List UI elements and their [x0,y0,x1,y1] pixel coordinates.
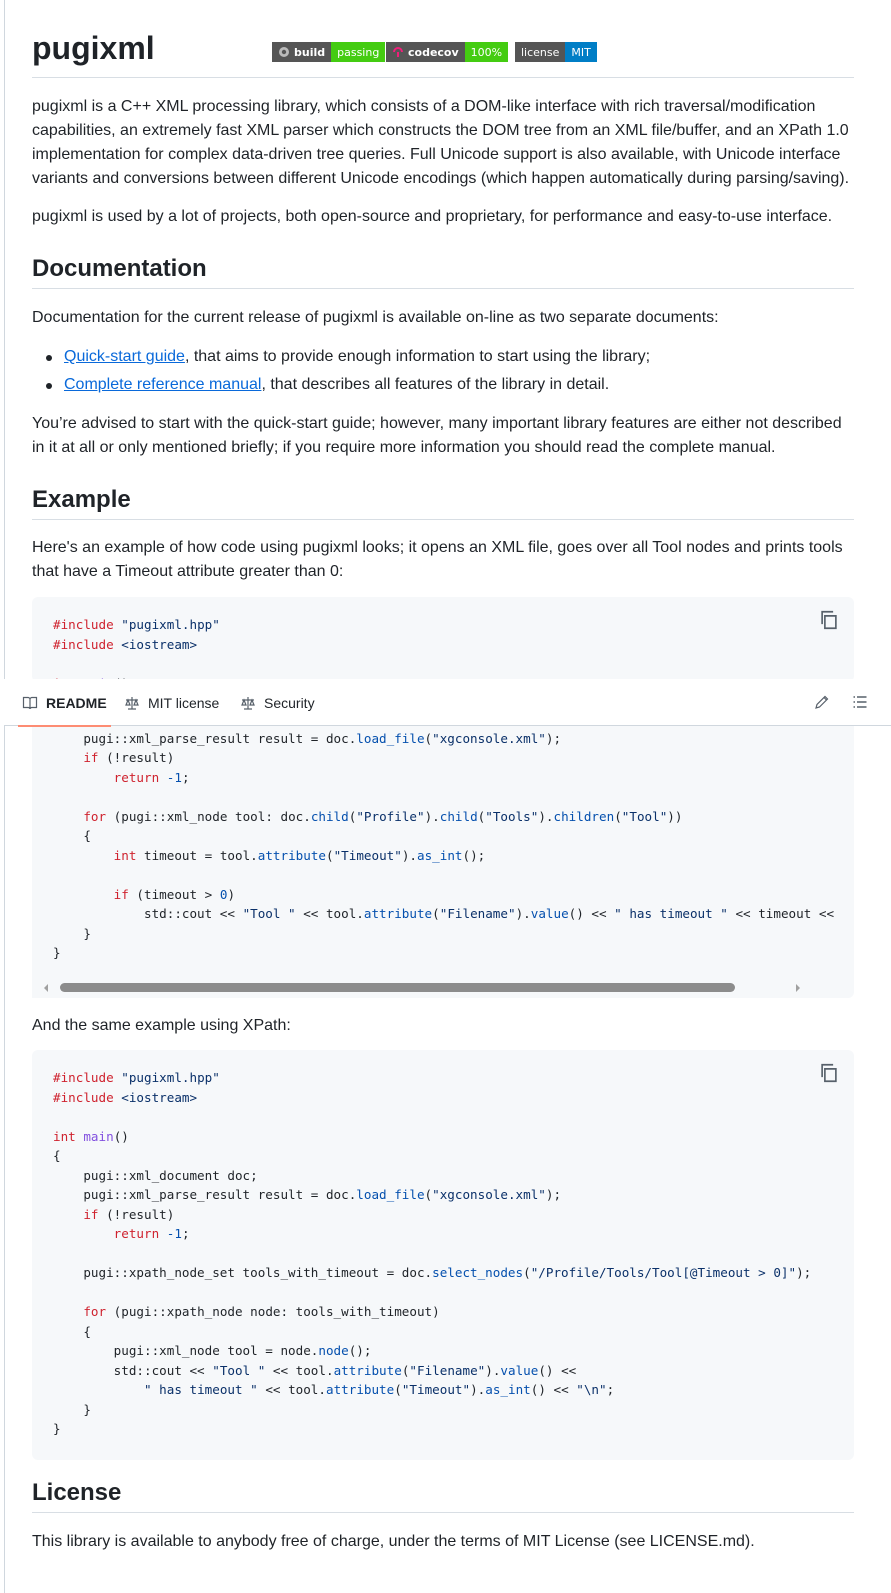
documentation-heading: Documentation [32,255,207,282]
codecov-icon [392,46,404,58]
badge-label: license [515,42,565,62]
divider [32,288,854,289]
tab-label: README [46,694,107,711]
example-intro: Here's an example of how code using pugixml looks; it opens an XML file, goes over all Tool nodes and prints tools that have a Timeout attribute greater than 0: [32,539,843,580]
scroll-left-icon[interactable] [42,983,50,993]
page-title: pugixml [32,30,155,66]
divider [32,519,854,520]
intro-paragraph: pugixml is a C++ XML processing library, which consists of a DOM-like interface with rich traversal/modification capabilities, an extremely fast XML parser which constructs the DOM tree from an XML file/buffer, and an XPath 1.0 implementation for complex data-driven tree queries. Full Unicode support is also available, with Unicode interface variants and conversions between different Unicode encodings (which happen automatically during parsing/saving). [32,98,850,187]
bullet [46,355,52,361]
codecov-badge[interactable] [386,42,508,62]
tab-readme[interactable] [22,679,107,726]
edit-pencil-icon[interactable] [814,694,830,710]
scrollbar-thumb[interactable] [60,983,735,992]
code-text: #include "pugixml.hpp" #include <iostream> [53,617,220,652]
documentation-list [32,345,854,397]
license-heading: License [32,1479,122,1506]
code-text: pugi::xml_parse_result result = doc.load_file("xgconsole.xml"); if (!result) return -1; for (pugi::xml_node tool: doc.child("Profile").child("Tools").children("Tool")) { int timeout = tool.attribute("Timeout").as_int(); if (timeout > 0) std::cout << "Tool " << tool.attribute("Filename").value() << " has timeout " << timeout << } } [53,730,835,960]
copy-icon[interactable] [818,609,840,631]
build-badge[interactable] [272,42,385,62]
documentation-advice: You’re advised to start with the quick-start guide; however, many important library features are either not described in it at all or only mentioned briefly; if you require more information you should read the complete manual. [32,415,842,456]
readme-tab-bar [4,679,891,726]
divider [32,77,854,78]
code-block-continued[interactable] [32,726,854,998]
license-text: This library is available to anybody free of charge, under the terms of MIT License (see LICENSE.md). [32,1533,755,1550]
badge-label: build [294,45,326,59]
horizontal-scrollbar[interactable] [32,978,812,998]
code-keyword: #include [53,617,114,632]
documentation-intro: Documentation for the current release of pugixml is available on-line as two separate documents: [32,309,719,326]
badge-value: passing [331,42,385,62]
badge-label: codecov [408,45,459,59]
reference-manual-link[interactable]: Complete reference manual [64,376,262,393]
bullet [46,383,52,389]
quick-start-guide-link[interactable]: Quick-start guide [64,348,185,365]
example-heading: Example [32,486,131,513]
list-item: Quick-start guide, that aims to provide enough information to start using the library; [32,345,854,369]
law-icon [240,695,256,711]
list-item: Complete reference manual, that describes all features of the library in detail. [32,373,854,397]
code-text: #include "pugixml.hpp" #include <iostream> int main() { pugi::xml_document doc; pugi::xml_parse_result result = doc.load_file("xgconsole.xml"); if (!result) return -1; pugi::xpath_node_set tools_with_timeout = doc.select_nodes("/Profile/Tools/Tool[@Timeout > 0]"); for (pugi::xpath_node node: tools_with_timeout) { pugi::xml_node tool = node.node(); std::cout << "Tool " << tool.attribute("Filename").value() << " has timeout " << tool.attribute("Timeout").as_int() << "\n"; } } [53,1070,812,1436]
build-icon [278,46,290,58]
usage-paragraph: pugixml is used by a lot of projects, both open-source and proprietary, for performance and easy-to-use interface. [32,208,833,225]
law-icon [124,695,140,711]
scroll-right-icon[interactable] [794,983,802,993]
badge-value: 100% [465,42,508,62]
tab-label: Security [264,694,315,711]
code-string: "pugixml.hpp" [121,617,220,632]
xpath-intro: And the same example using XPath: [32,1017,291,1034]
tab-mit-license[interactable] [124,679,219,726]
tab-label: MIT license [148,694,220,711]
divider [32,1512,854,1513]
code-block-xpath[interactable] [32,1050,854,1460]
outline-list-icon[interactable] [852,694,868,710]
copy-icon[interactable] [818,1062,840,1084]
tab-security[interactable] [240,679,315,726]
book-icon [22,695,38,711]
license-badge[interactable] [515,42,597,62]
badge-value: MIT [565,42,596,62]
code-block[interactable] [32,597,854,682]
